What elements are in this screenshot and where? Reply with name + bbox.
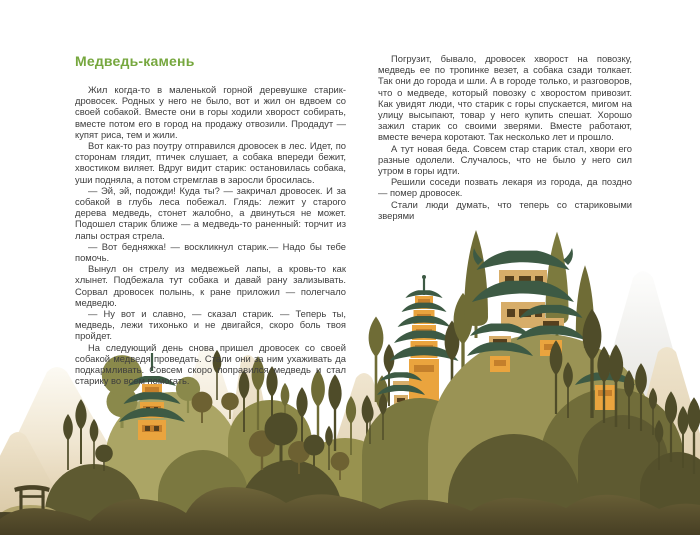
paragraph: Стали люди думать, что теперь со стариковыми зверями (378, 198, 632, 221)
text-column-left (75, 84, 346, 386)
paragraph: На следующий день снова пришел дровосек со своей собакой медведя проведать. Стали они за ним ухаживать да подкармливать. Совсем скоро поправился медведь и стал старику во всем помогать. (75, 341, 346, 387)
page-title: Медведь-камень (75, 53, 195, 69)
paragraph: А тут новая беда. Совсем стар старик стал, хвори его разные одолели. Случалось, что не было у него сил утром в горы идти. (378, 142, 632, 177)
paragraph: Погрузит, бывало, дровосек хворост на повозку, медведь ее по тропинке везет, а собака сзади толкает. Так они до города и шли. А в городе только, и разговоров, что о медведе, который повозку с хворостом привозит. Как увидят люди, что старик с горы спускается, мигом на улицу высыпают, товар у него купить спешат. Хорошо зажил старик со своими зверями. Вместе работают, вместе вечера коротают. Так несколько лет и прошло. (378, 53, 632, 143)
paragraph: — Ну вот и славно, — сказал старик. — Теперь ты, медведь, лежи тихонько и не двигайся, скоро боль твоя пройдет. (75, 308, 346, 342)
paragraph: — Вот бедняжка! — воскликнул старик.— Надо бы тебе помочь. (75, 240, 346, 264)
paragraph: Вот как-то раз поутру отправился дровосек в лес. Идет, по сторонам глядит, птичек слушает, а собака впереди бежит, хвостиком виляет. Вдруг видит старик: остановилась собака, уши подняла, а потом стремглав в заросли бросилась. (75, 140, 346, 185)
tree (464, 230, 488, 338)
paragraph: Жил когда-то в маленькой горной деревушке старик-дровосек. Родных у него не было, вот и жил он вдвоем со своей собакой. Вместе они в горы ходили хворост собирать, вместе потом его в город на продажу отвозили. Продадут — купят риса, тем и жили. (75, 84, 346, 140)
text-column-right (378, 53, 632, 221)
paragraph: Вынул он стрелу из медвежьей лапы, а кровь-то как хлынет. Подбежала тут собака и давай рану зализывать. Сорвал дровосек полынь, к ране приложил — полегчало медведю. (75, 263, 346, 308)
paragraph: — Эй, эй, подожди! Куда ты? — закричал дровосек. И за собакой в глубь леса побежал. Глядь: лежит у старого дерева медведь, стонет жалобно, а двинуться не может. Подошел старик ближе — а медведь-то раненный: торчит из лапы острая стрела. (75, 184, 346, 241)
paragraph: Решили соседи позвать лекаря из города, да поздно — помер дровосек. (378, 176, 632, 199)
